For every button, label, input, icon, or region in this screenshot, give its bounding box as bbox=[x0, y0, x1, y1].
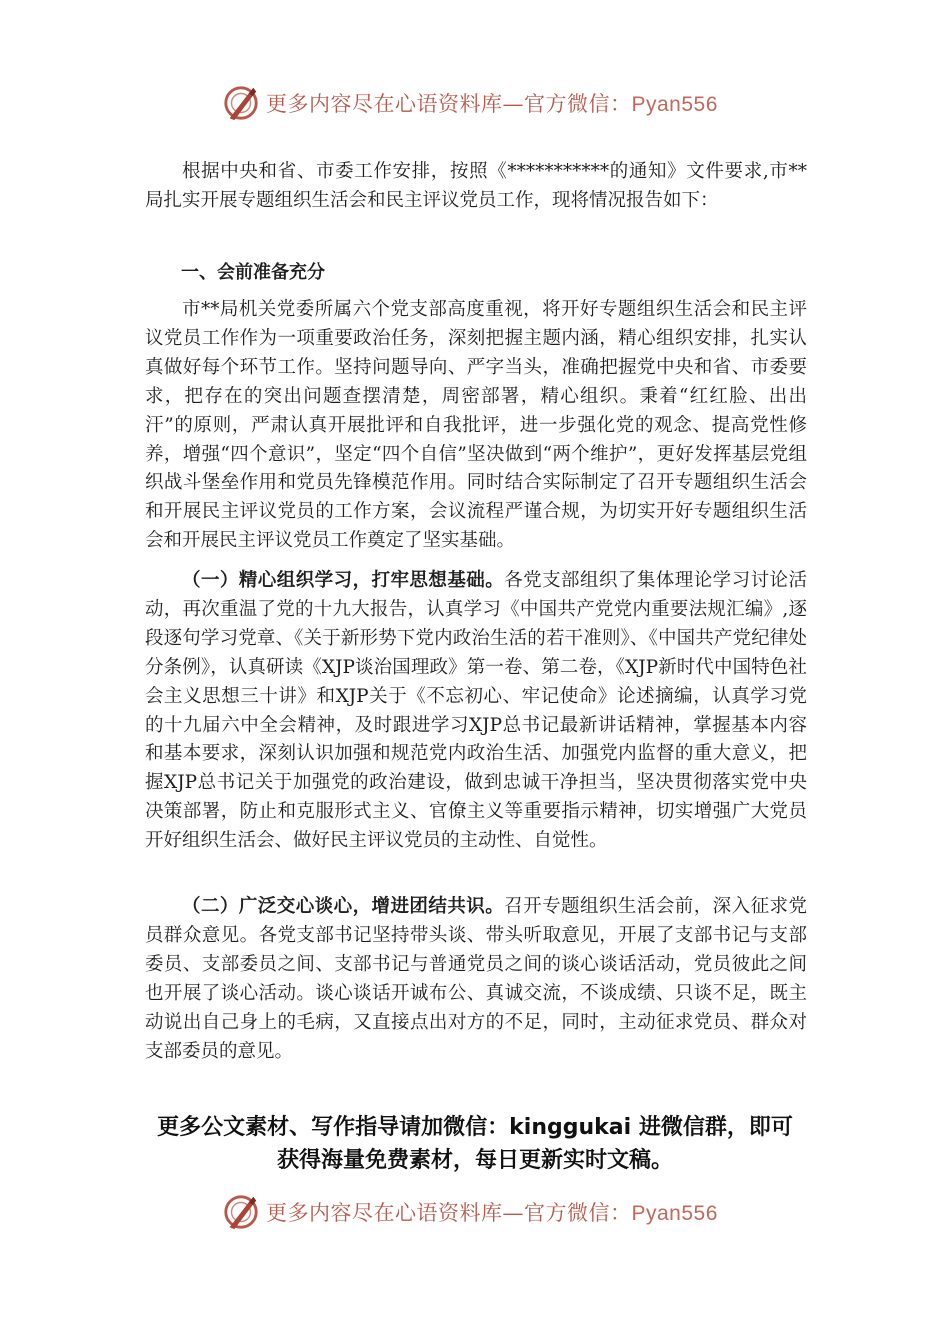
promo-block bbox=[110, 1111, 840, 1177]
header-banner bbox=[222, 83, 718, 123]
section1-body: 市**局机关党委所属六个党支部高度重视，将开好专题组织生活会和民主评议党员工作作为一项重要政治任务，深刻把握主题内涵，精心组织安排，扎实认真做好每个环节工作。坚持问题导向、严字当头，准确把握党中央和省、市委要求，把存在的突出问题查摆清楚，周密部署，精心组织。秉着“红红脸、出出汗”的原则，严肃认真开展批评和自我批评，进一步强化党的观念、提高党性修养，增强“四个意识”，坚定“四个自信”坚决做到“两个维护”，更好发挥基层党组织战斗堡垒作用和党员先锋模范作用。同时结合实际制定了召开专题组织生活会和开展民主评议党员的工作方案，会议流程严谨合规，为切实开好专题组织生活会和开展民主评议党员工作奠定了坚实基础。 bbox=[145, 299, 807, 552]
banner-text: 更多内容尽在心语资料库—官方微信：Pyan556 bbox=[266, 92, 718, 116]
banner-text: 更多内容尽在心语资料库—官方微信：Pyan556 bbox=[266, 1201, 718, 1225]
promo-line-2: 获得海量免费素材，每日更新实时文稿。 bbox=[276, 1148, 673, 1173]
subsection1-paragraph bbox=[145, 567, 807, 856]
banner-wechat-id: Pyan556 bbox=[631, 93, 718, 116]
section1-paragraph bbox=[145, 296, 807, 556]
section-heading: 一、会前准备充分 bbox=[181, 262, 325, 283]
subsection2-lead: （二）广泛交心谈心，增进团结共识。 bbox=[182, 896, 505, 917]
intro-text: 根据中央和省、市委工作安排，按照《***********的通知》文件要求,市**局扎实开展专题组织生活会和民主评议党员工作，现将情况报告如下： bbox=[145, 161, 807, 211]
pen-logo-icon bbox=[222, 84, 260, 122]
intro-paragraph bbox=[145, 158, 807, 216]
subsection1-lead: （一）精心组织学习，打牢思想基础。 bbox=[182, 570, 505, 591]
footer-banner bbox=[222, 1192, 718, 1232]
banner-wechat-id: Pyan556 bbox=[631, 1202, 718, 1225]
subsection1-body: 各党支部组织了集体理论学习讨论活动，再次重温了党的十九大报告，认真学习《中国共产党党内重要法规汇编》,逐段逐句学习党章、《关于新形势下党内政治生活的若干准则》、《中国共产党纪律处分条例》，认真研读《XJP谈治国理政》第一卷、第二卷，《XJP新时代中国特色社会主义思想三十讲》和XJP关于《不忘初心、牢记使命》论述摘编，认真学习党的十九届六中全会精神，及时跟进学习XJP总书记最新讲话精神，掌握基本内容和基本要求，深刻认识加强和规范党内政治生活、加强党内监督的重大意义，把握XJP总书记关于加强党的政治建设，做到忠诚干净担当，坚决贯彻落实党中央决策部署，防止和克服形式主义、官僚主义等重要指示精神，切实增强广大党员开好组织生活会、做好民主评议党员的主动性、自觉性。 bbox=[145, 570, 807, 852]
subsection2-body: 召开专题组织生活会前，深入征求党员群众意见。各党支部书记坚持带头谈、带头听取意见，开展了支部书记与支部委员、支部委员之间、支部书记与普通党员之间的谈心谈话活动，党员彼此之间也开展了谈心活动。谈心谈话开诚布公、真诚交流，不谈成绩、只谈不足，既主动说出自己身上的毛病，又直接点出对方的不足，同时，主动征求党员、群众对支部委员的意见。 bbox=[145, 896, 807, 1062]
pen-logo-icon bbox=[222, 1193, 260, 1231]
subsection2-paragraph bbox=[145, 893, 807, 1066]
promo-line-1: 更多公文素材、写作指导请加微信：kinggukai 进微信群，即可 bbox=[157, 1115, 793, 1140]
